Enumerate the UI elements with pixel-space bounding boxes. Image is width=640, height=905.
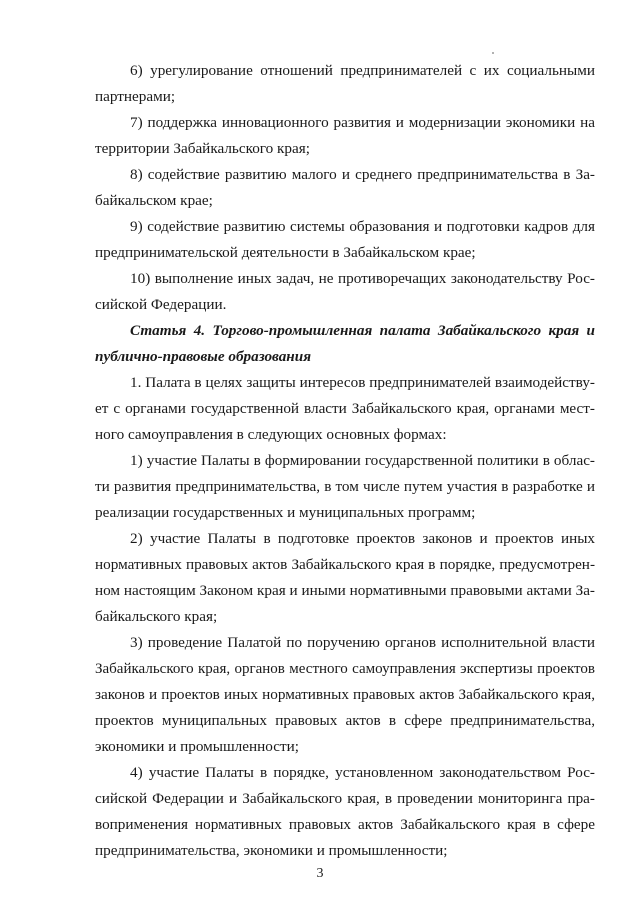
paragraph-line: Забайкальского края, органов местного самоуправления экспертизы проектов — [95, 661, 595, 677]
paragraph-line: предпринимательской деятельности в Забайкальском крае; — [95, 244, 476, 261]
paragraph-line: 10) выполнение иных задач, не противоречащих законодательству Рос- — [130, 270, 595, 287]
paragraph-line: ти развития предпринимательства, в том числе путем участия в разработке и — [95, 478, 595, 495]
scan-speck — [492, 52, 494, 54]
paragraph-line: сийской Федерации. — [95, 296, 227, 313]
paragraph-line: территории Забайкальского края; — [95, 140, 310, 157]
paragraph-line: 7) поддержка инновационного развития и модернизации экономики на — [130, 114, 595, 131]
paragraph-line: экономики и промышленности; — [95, 738, 299, 755]
paragraph-line: 9) содействие развитию системы образования и подготовки кадров для — [130, 218, 595, 235]
paragraph-line: 8) содействие развитию малого и среднего предпринимательства в За- — [130, 166, 595, 183]
paragraph-line: 6) урегулирование отношений предпринимателей с их социальными — [130, 62, 595, 79]
paragraph-line: ного самоуправления в следующих основных формах: — [95, 426, 447, 443]
paragraph-line: сийской Федерации и Забайкальского края, в проведении мониторинга пра- — [95, 790, 595, 807]
paragraph-line: байкальском крае; — [95, 192, 213, 209]
paragraph-line: байкальского края; — [95, 608, 218, 625]
article-heading-line: публично-правовые образования — [95, 348, 312, 365]
article-heading-line: Статья 4. Торгово-промышленная палата Забайкальского края и — [130, 322, 595, 339]
paragraph-line: ет с органами государственной власти Забайкальского края, органами мест- — [95, 400, 595, 417]
paragraph-line: 4) участие Палаты в порядке, установленном законодательством Рос- — [130, 764, 595, 781]
paragraph-line: 3) проведение Палатой по поручению органов исполнительной власти — [130, 634, 595, 651]
paragraph-line: воприменения нормативных правовых актов Забайкальского края в сфере — [95, 816, 595, 833]
paragraph-line: партнерами; — [95, 88, 176, 105]
page-number: 3 — [316, 866, 324, 881]
paragraph-line: проектов муниципальных правовых актов в сфере предпринимательства, — [95, 712, 595, 729]
paragraph-line: 1. Палата в целях защиты интересов предпринимателей взаимодейству- — [130, 374, 595, 391]
paragraph-line: предпринимательства, экономики и промышленности; — [95, 842, 448, 859]
paragraph-line: 1) участие Палаты в формировании государственной политики в облас- — [130, 452, 595, 469]
paragraph-line: реализации государственных и муниципальных программ; — [95, 504, 476, 521]
paragraph-line: 2) участие Палаты в подготовке проектов законов и проектов иных — [130, 530, 595, 547]
paragraph-line: законов и проектов иных нормативных правовых актов Забайкальского края, — [95, 686, 595, 703]
paragraph-line: нормативных правовых актов Забайкальского края в порядке, предусмотрен- — [95, 556, 595, 573]
paragraph-line: ном настоящим Законом края и иными нормативными правовыми актами За- — [95, 582, 595, 599]
